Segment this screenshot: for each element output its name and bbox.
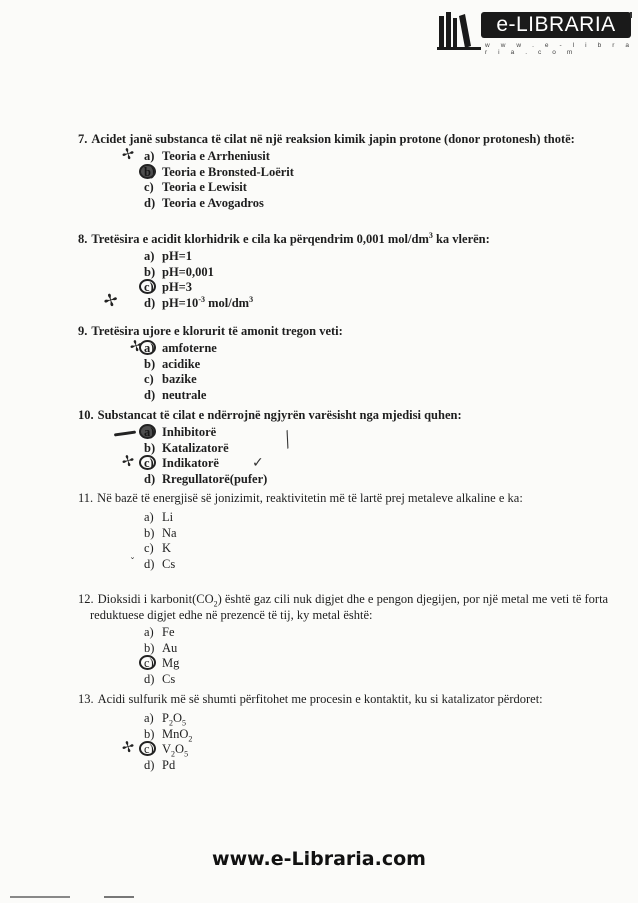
option-a [119,143,618,165]
checkmark-icon: ✓ [252,455,264,471]
option-a [144,510,618,526]
superscript: 3 [428,230,433,240]
question-8 [78,231,618,311]
question-stem [78,131,618,147]
option-text: Indikatorë [162,456,219,470]
subscript: 2 [168,718,173,728]
option-c [144,656,618,672]
option-letter: d) [144,471,156,486]
scan-edge-line [104,896,134,898]
option-letter: d) [144,387,156,402]
option-text: bazike [162,372,197,386]
question-number: 12. [78,592,94,606]
option-letter: a) [144,341,155,355]
subscript: 2 [213,599,218,609]
option-text: acidike [162,356,201,371]
option-letter: a) [144,625,154,639]
option-text: Teoria e Lewisit [162,180,247,194]
question-number: 10. [78,408,94,422]
answer-circle-icon [139,455,156,470]
option-b [144,526,618,542]
answer-circle-icon [139,741,156,756]
question-text: Tretësira ujore e klorurit të amonit tregon veti: [91,324,343,338]
question-text: Dioksidi i karbonit(CO [97,592,214,606]
option-text: amfoterne [162,341,217,355]
option-c [144,541,618,557]
options-list [78,249,618,311]
option-d [144,472,618,488]
plus-mark-icon: ✢ [119,736,137,758]
option-b [144,165,618,181]
option-d [144,672,618,688]
option-text: Teoria e Arrheniusit [162,149,270,163]
option-letter: c) [144,742,154,756]
option-b [144,265,618,281]
option-a [127,335,618,357]
option-text: Na [162,525,177,540]
options-list [78,625,618,687]
option-letter: c) [144,280,154,294]
books-icon [437,10,481,50]
question-12 [78,591,618,687]
superscript: 3 [249,294,254,304]
option-text: Katalizatorë [162,440,229,455]
options-list [78,510,618,572]
question-number: 11. [78,491,94,505]
option-letter: a) [144,711,154,725]
option-text: pH=1 [162,249,193,263]
pen-stroke-mark: ╱ [280,430,296,449]
option-text: Mg [162,656,180,670]
option-a [144,425,618,441]
question-text-tail: ) është gaz cili nuk digjet dhe e pengon djegijen, por një metal me veti të forta reduktuese digjet edhe në prezencë të tij, ky metal është: [90,592,609,622]
question-10 [78,407,618,487]
options-list [78,711,618,773]
option-b [144,727,618,743]
option-letter: c) [144,456,154,470]
logo-url: w w w . e - l i b r a r i a . c o m [485,42,634,56]
options-list [78,335,618,403]
options-list [78,425,618,487]
plus-mark-icon: ✢ [127,335,145,357]
option-text: P [162,711,169,725]
option-text: neutrale [162,387,207,402]
answer-circle-icon [139,424,156,439]
option-letter: a) [144,249,155,263]
question-number: 9. [78,324,88,338]
option-letter: b) [144,525,155,540]
subscript: 5 [184,749,189,759]
option-letter: b) [144,356,156,371]
option-text: Pd [162,757,176,772]
option-letter: a) [144,510,154,524]
option-d [144,196,618,212]
option-text: Inhibitorë [162,425,217,439]
option-text: Fe [162,625,175,639]
answer-circle-icon [139,164,156,179]
question-number: 7. [78,132,88,146]
question-11 [78,490,618,572]
scan-edge-line [10,896,70,898]
option-text: Au [162,640,178,655]
option-b [144,357,618,373]
option-d [144,388,618,404]
subscript: 2 [188,734,193,743]
question-stem [78,407,618,423]
option-text: MnO [162,726,189,741]
option-c [119,736,618,759]
option-d [144,758,618,774]
option-text: K [162,541,172,555]
scan-speck [630,12,632,18]
option-letter: b) [144,440,156,455]
option-text: O [175,742,185,756]
answer-circle-icon [139,655,156,670]
option-letter: a) [144,149,155,163]
question-number: 13. [78,692,94,706]
option-c [144,280,618,296]
option-b [144,641,618,657]
question-number: 8. [78,232,88,246]
question-stem [78,691,618,707]
option-letter: b) [144,640,155,655]
option-text: O [172,711,182,725]
option-a [144,711,618,727]
tick-mark-icon: ˇ [130,556,135,568]
option-text: pH=3 [162,280,193,294]
option-letter: d) [144,195,156,210]
option-letter: d) [144,757,155,772]
question-7 [78,131,618,211]
question-text: Në bazë të energjisë së jonizimit, reaktivitetin më të lartë prej metaleve alkaline e ka: [97,491,523,505]
options-list [78,143,618,211]
elibraria-logo [437,6,637,56]
question-text: Tretësira e acidit klorhidrik e cila ka përqendrim 0,001 mol/dm [91,232,429,246]
question-stem [78,591,618,623]
option-text: pH=0,001 [162,264,214,279]
plus-mark-icon: ✢ [119,143,137,165]
option-text: Li [162,510,174,524]
question-text: Acidet janë substanca të cilat në një reaksion kimik japin protone (donor protonesh) thotë: [91,132,575,146]
option-text: pH=10 [162,295,199,310]
plus-mark-icon: ✢ [119,450,137,472]
scribble-mark [114,430,136,436]
question-text: Acidi sulfurik më së shumti përfitohet me procesin e kontaktit, ku si katalizator përdoret: [97,692,543,706]
question-stem [78,231,618,247]
question-text: Substancat të cilat e ndërrojnë ngjyrën varësisht nga mjedisi quhen: [97,408,462,422]
footer-url: www.e-Libraria.com [212,848,426,870]
option-c [144,372,618,388]
logo-brand: e-LIBRARIA [481,12,631,38]
option-a [144,249,618,265]
option-c [144,180,618,196]
option-d [130,556,618,573]
option-d [101,289,618,313]
option-text: Teoria e Bronsted-Loërit [162,164,294,179]
option-letter: d) [144,556,155,571]
option-letter: b) [144,726,155,741]
option-letter: c) [144,541,154,555]
answer-circle-icon [139,340,156,355]
option-text: Cs [162,671,176,686]
subscript: 5 [181,718,186,728]
option-c [119,450,618,472]
answer-circle-icon [139,279,156,294]
option-text: Cs [162,556,176,571]
subscript: 2 [171,749,176,759]
option-letter: d) [144,295,156,310]
option-a [144,625,618,641]
question-13 [78,691,618,773]
option-letter: c) [144,372,154,386]
question-text-tail: ka vlerën: [432,232,490,246]
plus-mark-icon: ✢ [101,289,121,313]
option-letter: c) [144,656,154,670]
question-stem [78,323,618,339]
option-text: Teoria e Avogadros [162,195,264,210]
question-9 [78,323,618,403]
option-letter: d) [144,671,155,686]
option-letter: c) [144,180,154,194]
superscript: -3 [198,294,205,304]
option-text-tail: mol/dm [204,295,250,310]
option-text: V [162,742,172,756]
option-text: Rregullatorë(pufer) [162,471,268,486]
question-stem [78,490,618,506]
option-letter: b) [144,264,156,279]
